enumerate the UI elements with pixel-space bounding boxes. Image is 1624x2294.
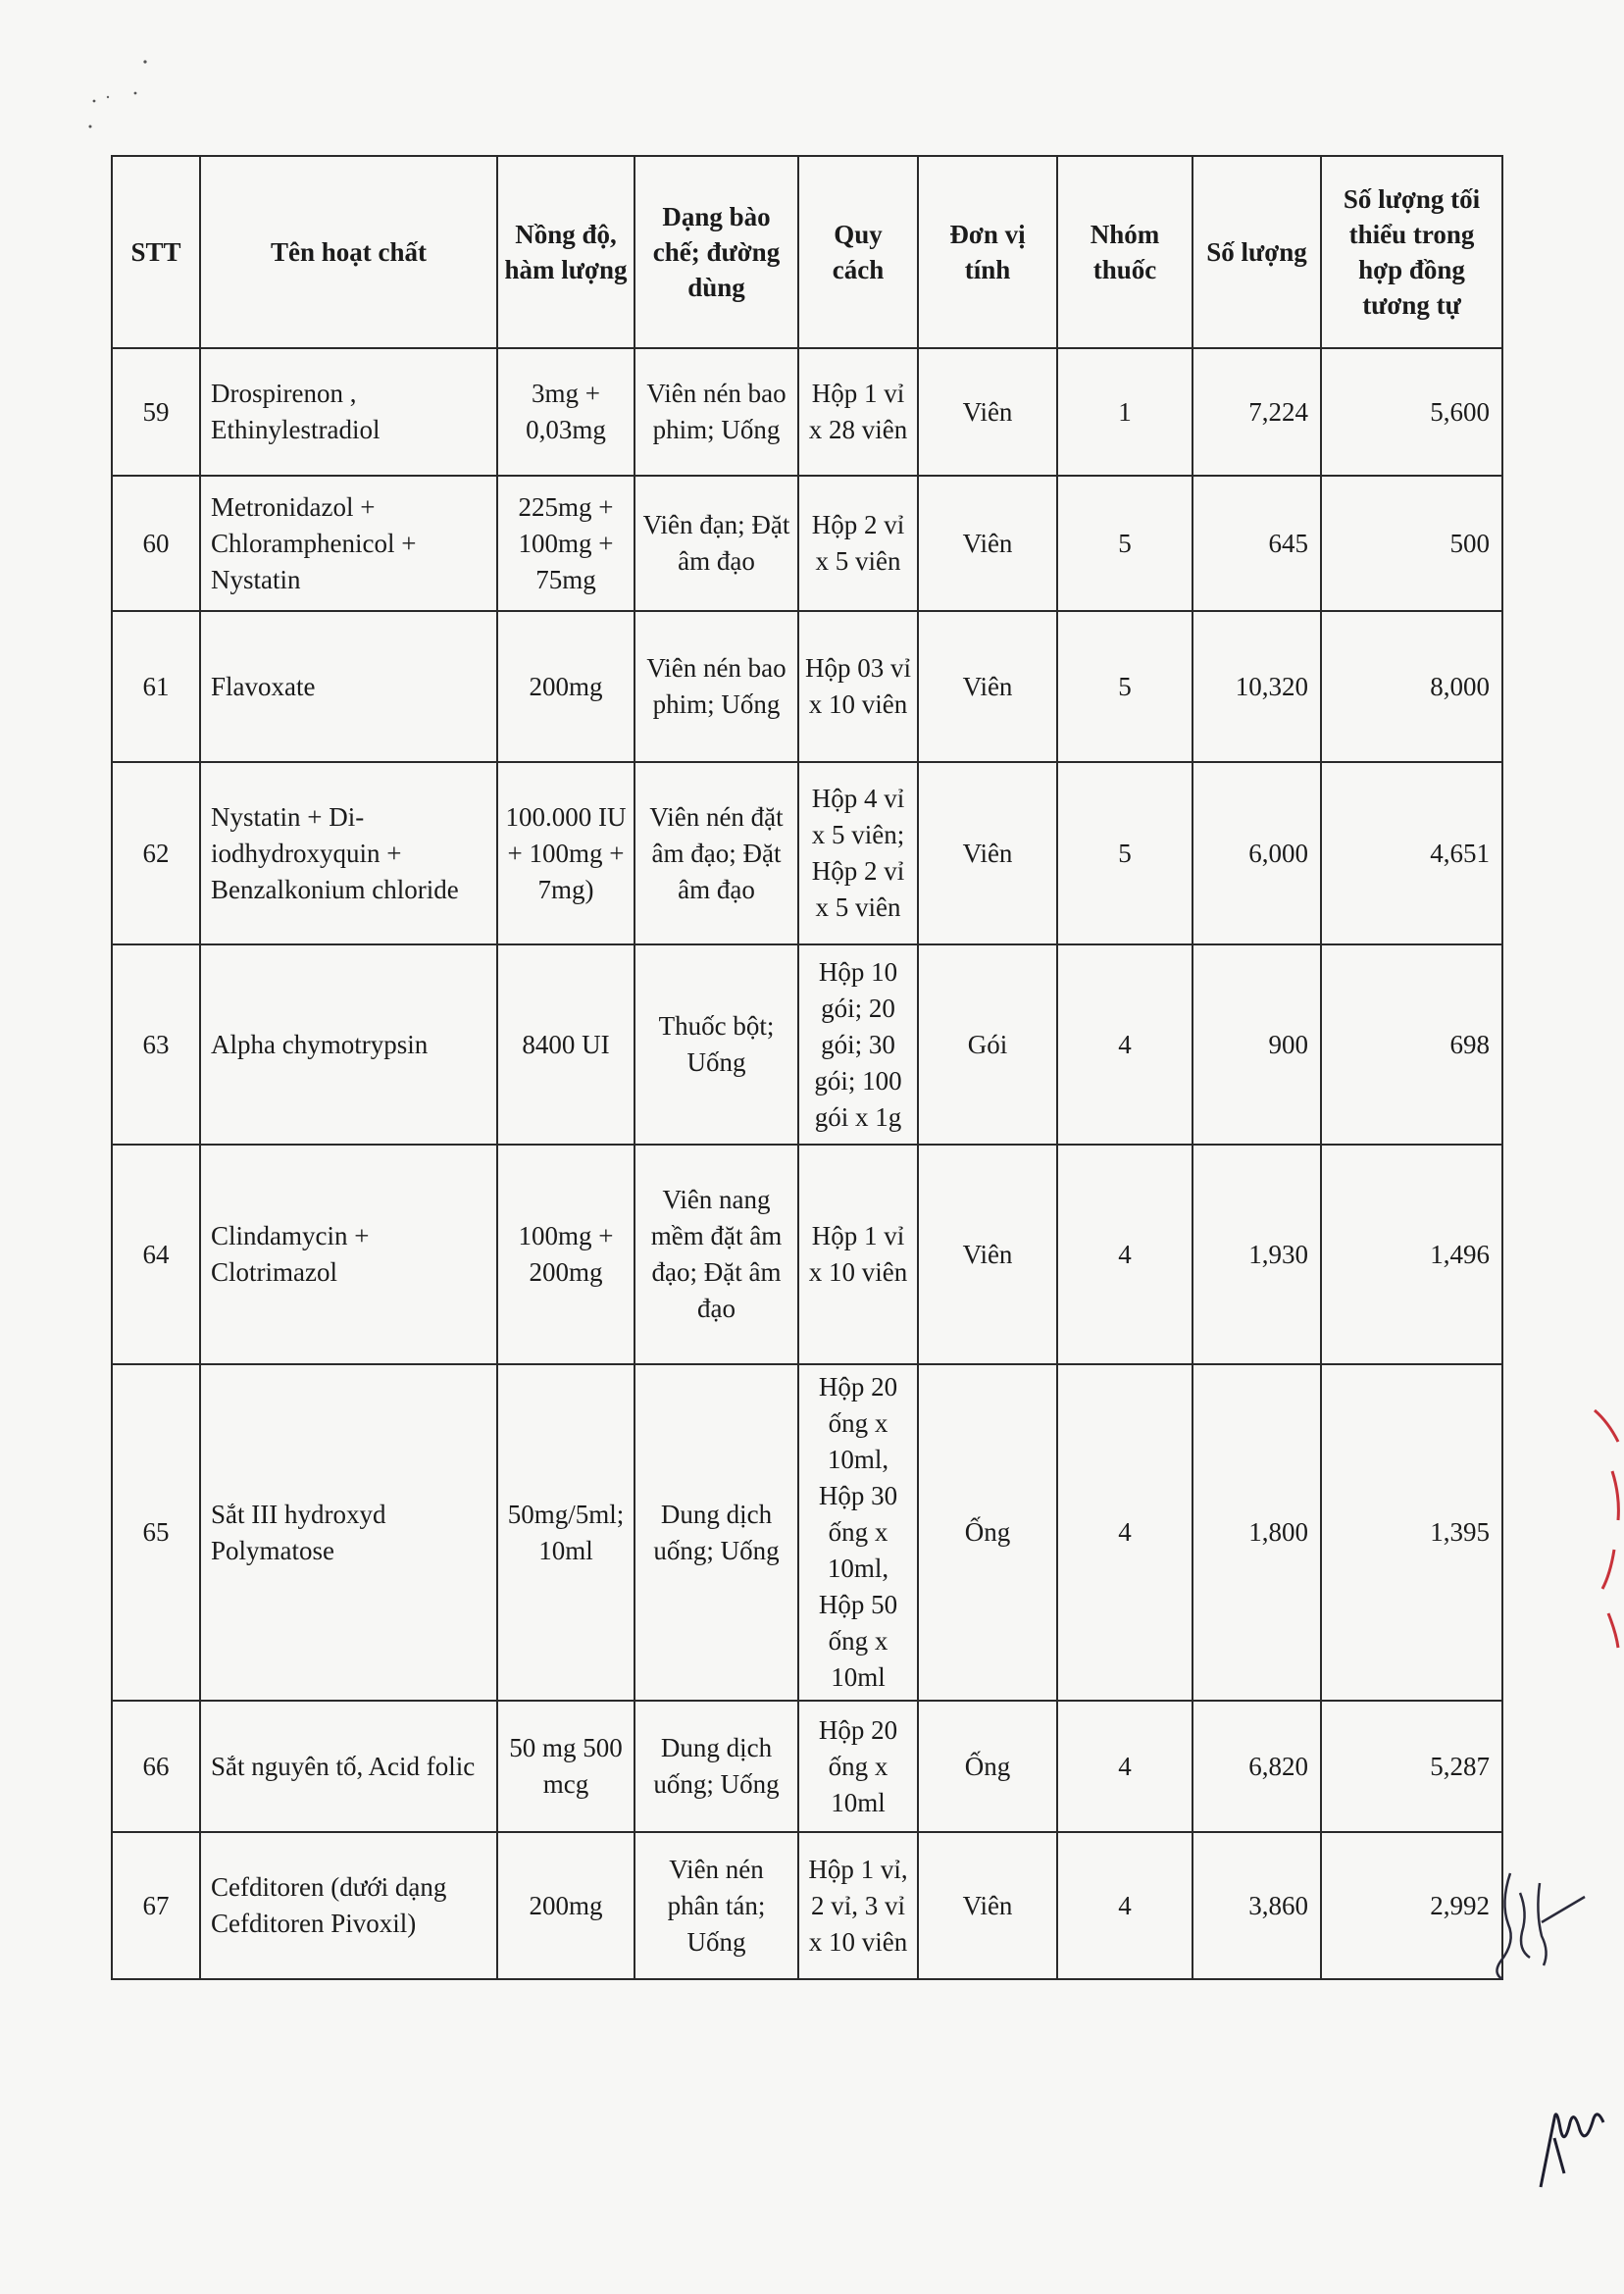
cell-strength: 3mg + 0,03mg [497,348,634,476]
header-group: Nhóm thuốc [1057,156,1193,348]
cell-packaging: Hộp 20 ống x 10ml [798,1701,918,1832]
cell-group: 5 [1057,611,1193,762]
cell-strength: 50mg/5ml; 10ml [497,1364,634,1701]
cell-unit: Viên [918,1832,1057,1979]
cell-group: 4 [1057,1832,1193,1979]
cell-name: Clindamycin + Clotrimazol [200,1145,497,1364]
cell-dosage-form: Viên nén bao phim; Uống [634,348,798,476]
cell-quantity: 1,930 [1193,1145,1321,1364]
cell-min-quantity: 4,651 [1321,762,1502,944]
table-row [112,611,1502,762]
table-row [112,1364,1502,1701]
cell-name: Sắt III hydroxyd Polymatose [200,1364,497,1701]
cell-stt: 66 [112,1701,200,1832]
scan-specks [78,54,167,132]
cell-dosage-form: Viên đạn; Đặt âm đạo [634,476,798,611]
cell-min-quantity: 5,287 [1321,1701,1502,1832]
cell-quantity: 3,860 [1193,1832,1321,1979]
handwritten-signature [1481,1863,1589,1991]
cell-unit: Viên [918,762,1057,944]
header-strength: Nồng độ, hàm lượng [497,156,634,348]
cell-name: Drospirenon , Ethinylestradiol [200,348,497,476]
cell-min-quantity: 500 [1321,476,1502,611]
table-row [112,1701,1502,1832]
header-packaging: Quy cách [798,156,918,348]
cell-dosage-form: Viên nén đặt âm đạo; Đặt âm đạo [634,762,798,944]
cell-unit: Viên [918,348,1057,476]
cell-group: 4 [1057,1701,1193,1832]
cell-min-quantity: 698 [1321,944,1502,1145]
cell-min-quantity: 1,496 [1321,1145,1502,1364]
cell-quantity: 6,000 [1193,762,1321,944]
cell-unit: Gói [918,944,1057,1145]
cell-unit: Ống [918,1364,1057,1701]
cell-quantity: 1,800 [1193,1364,1321,1701]
cell-dosage-form: Thuốc bột; Uống [634,944,798,1145]
cell-group: 5 [1057,476,1193,611]
cell-min-quantity: 5,600 [1321,348,1502,476]
cell-name: Sắt nguyên tố, Acid folic [200,1701,497,1832]
cell-group: 4 [1057,1145,1193,1364]
cell-group: 4 [1057,1364,1193,1701]
cell-stt: 67 [112,1832,200,1979]
header-name: Tên hoạt chất [200,156,497,348]
cell-packaging: Hộp 1 vỉ, 2 vỉ, 3 vỉ x 10 viên [798,1832,918,1979]
table-header-row [112,156,1502,348]
cell-dosage-form: Dung dịch uống; Uống [634,1701,798,1832]
cell-stt: 62 [112,762,200,944]
cell-name: Cefditoren (dưới dạng Cefditoren Pivoxil) [200,1832,497,1979]
cell-dosage-form: Dung dịch uống; Uống [634,1364,798,1701]
table-row [112,944,1502,1145]
cell-min-quantity: 8,000 [1321,611,1502,762]
cell-stt: 60 [112,476,200,611]
cell-name: Flavoxate [200,611,497,762]
cell-packaging: Hộp 10 gói; 20 gói; 30 gói; 100 gói x 1g [798,944,918,1145]
cell-unit: Ống [918,1701,1057,1832]
cell-stt: 61 [112,611,200,762]
cell-quantity: 900 [1193,944,1321,1145]
cell-strength: 200mg [497,1832,634,1979]
cell-name: Nystatin + Di-iodhydroxyquin + Benzalkonium chloride [200,762,497,944]
cell-strength: 100mg + 200mg [497,1145,634,1364]
table-row [112,348,1502,476]
cell-packaging: Hộp 1 vỉ x 28 viên [798,348,918,476]
cell-quantity: 6,820 [1193,1701,1321,1832]
cell-quantity: 10,320 [1193,611,1321,762]
cell-unit: Viên [918,1145,1057,1364]
handwritten-initials [1525,2079,1613,2197]
cell-packaging: Hộp 03 vỉ x 10 viên [798,611,918,762]
header-unit: Đơn vị tính [918,156,1057,348]
cell-dosage-form: Viên nang mềm đặt âm đạo; Đặt âm đạo [634,1145,798,1364]
cell-unit: Viên [918,476,1057,611]
cell-packaging: Hộp 20 ống x 10ml, Hộp 30 ống x 10ml, Hộp 50 ống x 10ml [798,1364,918,1701]
cell-stt: 59 [112,348,200,476]
cell-min-quantity: 2,992 [1321,1832,1502,1979]
cell-dosage-form: Viên nén phân tán; Uống [634,1832,798,1979]
header-quantity: Số lượng [1193,156,1321,348]
cell-packaging: Hộp 4 vỉ x 5 viên; Hộp 2 vỉ x 5 viên [798,762,918,944]
table-row [112,1832,1502,1979]
cell-strength: 50 mg 500 mcg [497,1701,634,1832]
drug-table [111,155,1503,1980]
cell-packaging: Hộp 2 vỉ x 5 viên [798,476,918,611]
cell-strength: 8400 UI [497,944,634,1145]
table-row [112,1145,1502,1364]
header-dosage-form: Dạng bào chế; đường dùng [634,156,798,348]
table-row [112,476,1502,611]
cell-packaging: Hộp 1 vỉ x 10 viên [798,1145,918,1364]
cell-strength: 225mg + 100mg + 75mg [497,476,634,611]
cell-quantity: 7,224 [1193,348,1321,476]
header-stt: STT [112,156,200,348]
cell-group: 4 [1057,944,1193,1145]
cell-strength: 100.000 IU + 100mg + 7mg) [497,762,634,944]
table-row [112,762,1502,944]
header-min-quantity: Số lượng tối thiểu trong hợp đồng tương tự [1321,156,1502,348]
cell-quantity: 645 [1193,476,1321,611]
cell-dosage-form: Viên nén bao phim; Uống [634,611,798,762]
cell-min-quantity: 1,395 [1321,1364,1502,1701]
cell-stt: 63 [112,944,200,1145]
cell-stt: 65 [112,1364,200,1701]
cell-group: 5 [1057,762,1193,944]
cell-stt: 64 [112,1145,200,1364]
cell-name: Metronidazol + Chloramphenicol + Nystatin [200,476,497,611]
cell-name: Alpha chymotrypsin [200,944,497,1145]
cell-strength: 200mg [497,611,634,762]
cell-group: 1 [1057,348,1193,476]
stamp-edge-mark [1589,1402,1624,1657]
cell-unit: Viên [918,611,1057,762]
